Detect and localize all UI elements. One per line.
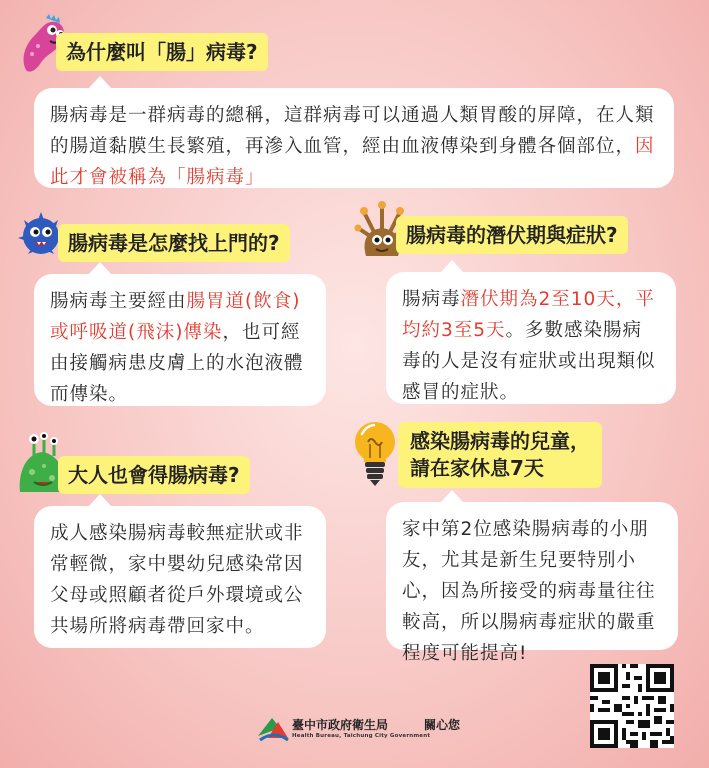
card-why-enterovirus xyxy=(34,88,674,188)
card-text: 腸病毒是一群病毒的總稱，這群病毒可以通過人類胃酸的屏障，在人類的腸道黏膜生長繁殖，再滲入血管，經由血液傳染到身體各個部位， xyxy=(50,105,655,157)
care-slogan: 關心您 xyxy=(424,718,461,732)
card-how-spread xyxy=(34,274,326,406)
org-name: 臺中市政府衛生局 xyxy=(292,718,389,732)
card-children-rest xyxy=(386,502,678,664)
card-incubation xyxy=(386,272,676,404)
section-title-how-spread: 腸病毒是怎麼找上門的? xyxy=(58,224,290,262)
card-highlight: 因此才會被稱為「腸病毒」 xyxy=(50,136,655,188)
card-highlight: 潛伏期為2至10天，平均約3至5天 xyxy=(402,289,655,341)
card-text: ，也可經由接觸病患皮膚上的水泡液體而傳染。 xyxy=(50,322,304,405)
section-title-line: 請在家休息7天 xyxy=(410,456,544,480)
health-bureau-logo-icon xyxy=(256,712,290,742)
org-name-en: Health Bureau, Taichung City Government xyxy=(292,733,431,739)
card-text: 腸病毒 xyxy=(402,289,461,310)
section-title-why-enterovirus: 為什麼叫「腸」病毒? xyxy=(56,33,268,71)
card-text: 腸病毒主要經由 xyxy=(50,291,187,312)
section-title-children-rest xyxy=(398,422,602,488)
card-highlight: 腸胃道(飲食)或呼吸道(飛沫)傳染 xyxy=(50,291,301,343)
card-text: 。多數感染腸病毒的人是沒有症狀或出現類似感冒的症狀。 xyxy=(402,320,656,403)
section-title-line: 感染腸病毒的兒童， xyxy=(410,429,590,453)
card-adults xyxy=(34,506,326,648)
section-title-adults: 大人也會得腸病毒? xyxy=(58,456,250,494)
card-text: 家中第2位感染腸病毒的小朋友，尤其是新生兒要特別小心，因為所接受的病毒量往往較高，所以腸病毒症狀的嚴重程度可能提高! xyxy=(402,519,656,664)
qr-code-icon[interactable] xyxy=(590,664,674,748)
section-title-incubation: 腸病毒的潛伏期與症狀? xyxy=(396,216,628,254)
card-text: 成人感染腸病毒較無症狀或非常輕微，家中嬰幼兒感染常因父母或照顧者從戶外環境或公共場所將病毒帶回家中。 xyxy=(50,523,304,637)
light-bulb-icon xyxy=(350,420,400,492)
